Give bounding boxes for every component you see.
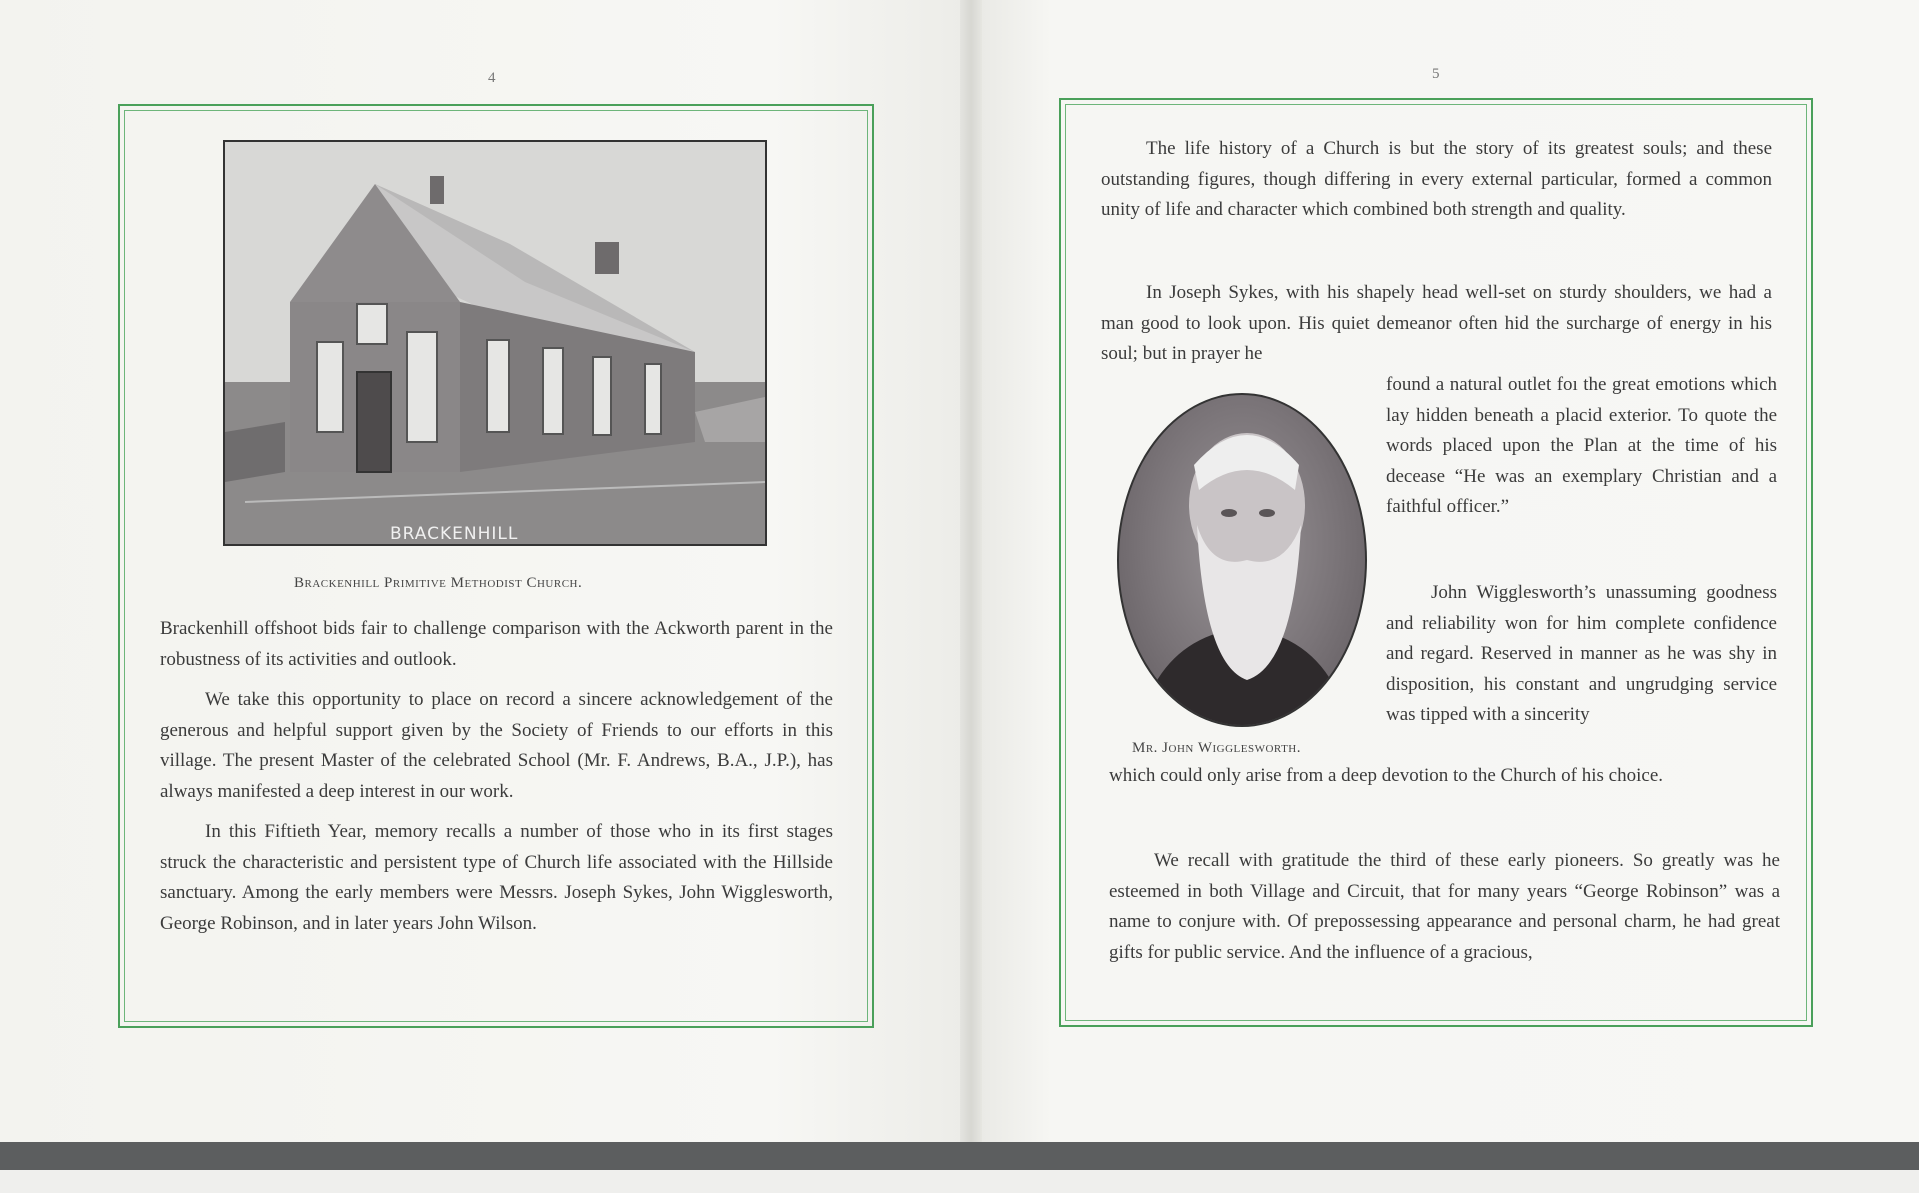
paragraph: Brackenhill offshoot bids fair to challenge comparison with the Ackworth parent in the robustness of its activities and outlook. <box>160 618 833 670</box>
portrait-photo <box>1117 393 1367 727</box>
church-illustration <box>225 142 765 544</box>
right-paragraph-4 <box>1109 846 1780 978</box>
book-gutter <box>960 0 982 1142</box>
right-paragraph-2-wrap <box>1386 370 1777 533</box>
paragraph: We recall with gratitude the third of these early pioneers. So greatly was he esteemed in both Village and Circuit, that for many years “George Robinson” was a name to conjure with. Of prepossessing appearance and personal charm, he had great gifts for public service. And the influence of a gracious, <box>1109 850 1780 963</box>
paragraph: In this Fiftieth Year, memory recalls a number of those who in its first stages struck the characteristic and persistent type of Church life associated with the Hillside sanctuary. Among the early members were Messrs. Joseph Sykes, John Wigglesworth, George Robinson, and in later years John Wilson. <box>160 821 833 934</box>
paragraph: John Wigglesworth’s unassuming goodness and reliability won for him complete confidence and regard. Reserved in manner as he was shy in disposition, his constant and ungrudging service was tipped with a sincerity <box>1386 582 1777 725</box>
church-photo-caption: Brackenhill Primitive Methodist Church. <box>294 575 583 591</box>
portrait-illustration <box>1119 395 1365 725</box>
paragraph: We take this opportunity to place on record a sincere acknowledgement of the generous and helpful support given by the Society of Friends to our efforts in this village. The present Master of the celebrated School (Mr. F. Andrews, B.A., J.P.), has always manifested a deep interest in our work. <box>160 689 833 802</box>
cover-edge <box>0 1142 1919 1170</box>
photo-label: BRACKENHILL <box>390 524 519 544</box>
paragraph: In Joseph Sykes, with his shapely head well-set on sturdy shoulders, we had a man good to look upon. His quiet demeanor often hid the surcharge of energy in his soul; but in prayer he <box>1101 282 1772 364</box>
right-paragraph-3-wrap <box>1386 578 1777 741</box>
page-number-right: 5 <box>1432 66 1440 82</box>
left-page-body <box>160 614 833 949</box>
paragraph: The life history of a Church is but the story of its greatest souls; and these outstanding figures, though differing in every external particular, formed a common unity of life and character which combined both strength and quality. <box>1101 138 1772 220</box>
portrait-caption: Mr. John Wigglesworth. <box>1132 740 1302 756</box>
right-paragraph-3-bottom <box>1109 761 1780 802</box>
right-paragraph-2-top <box>1101 278 1772 380</box>
paragraph: which could only arise from a deep devotion to the Church of his choice. <box>1109 765 1664 786</box>
paragraph: found a natural outlet foı the great emotions which lay hidden beneath a placid exterior. To quote the words placed upon the Plan at the time of his decease “He was an exemplary Christian and a faithful officer.” <box>1386 374 1777 517</box>
church-photo <box>223 140 767 546</box>
bottom-strip <box>0 1170 1919 1193</box>
right-paragraph-1 <box>1101 134 1772 236</box>
page-number-left: 4 <box>488 70 496 86</box>
